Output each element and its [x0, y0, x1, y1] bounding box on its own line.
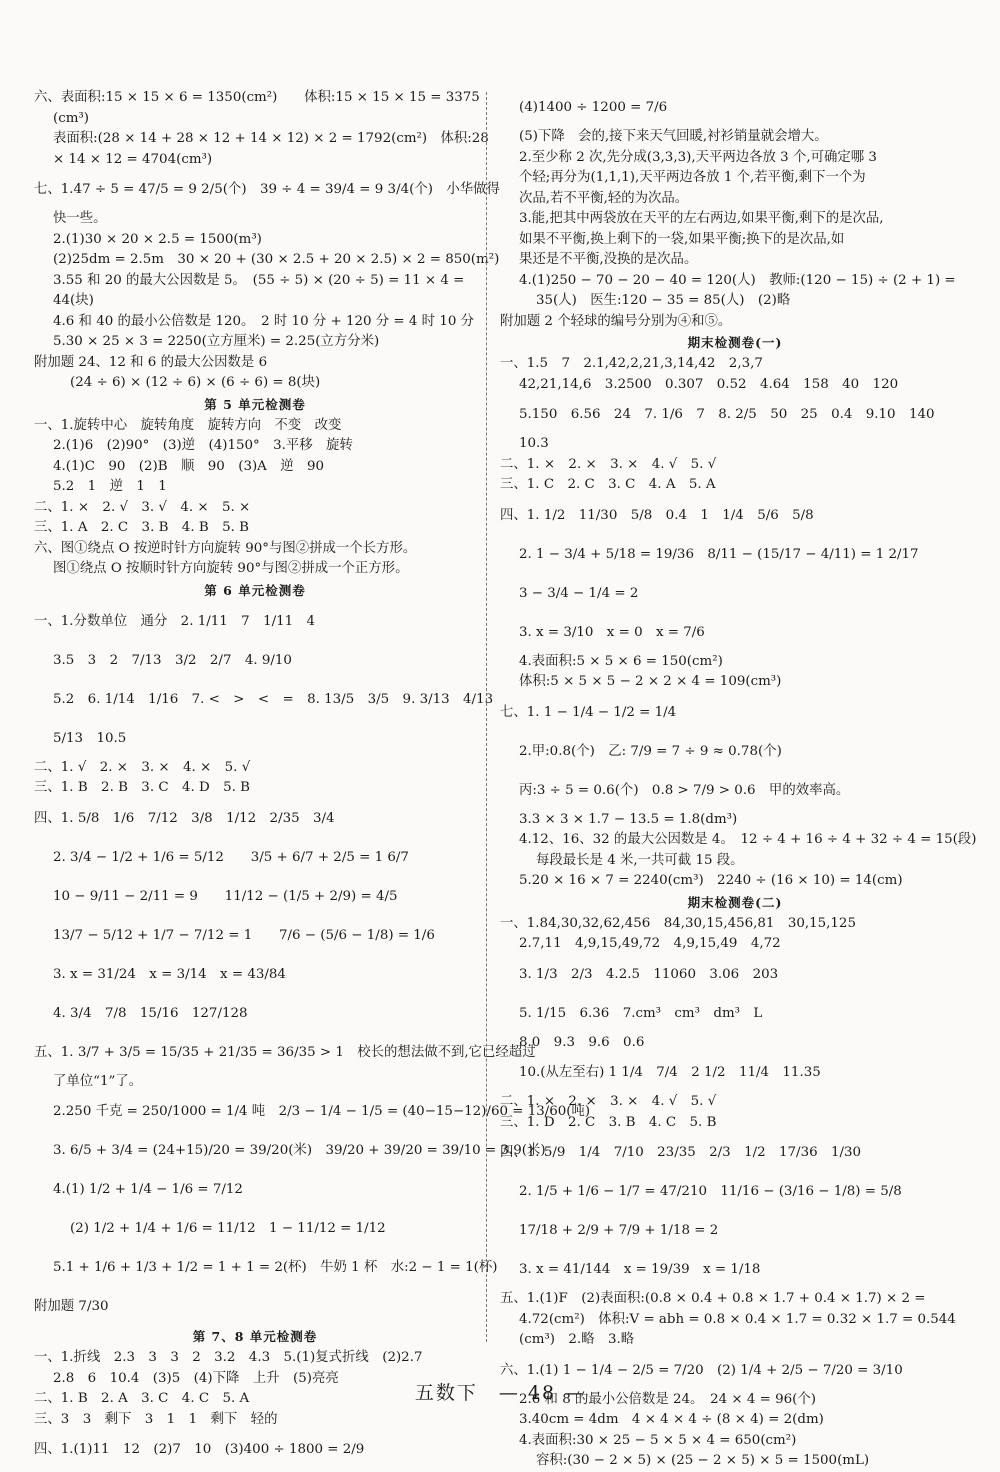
- answer-line: 六、1.(1) 1 − 1/4 − 2/5 = 7/20 (2) 1/4 + 2/5 − 7/20 = 3/10: [500, 1362, 903, 1378]
- answer-line: 3. x = 3/10 x = 0 x = 7/6: [519, 624, 705, 640]
- answer-line: 10.(从左至右) 1 1/4 7/4 2 1/2 11/4 11.35: [519, 1065, 821, 1080]
- section-heading: 期末检测卷(一): [687, 335, 783, 350]
- answer-line: 2.(1)30 × 20 × 2.5 = 1500(m³): [53, 231, 262, 247]
- answer-line: 二、1. × 2. × 3. × 4. √ 5. √: [500, 456, 717, 472]
- answer-line: 3. x = 31/24 x = 3/14 x = 43/84: [53, 966, 286, 982]
- answer-line: 2.7,11 4,9,15,49,72 4,9,15,49 4,72: [519, 936, 781, 951]
- answer-line: 4.72(cm²) 体积:V = abh = 0.8 × 0.4 × 1.7 = 0.32 × 1.7 = 0.544: [519, 1311, 956, 1327]
- answer-line: 2. 3/4 − 1/2 + 1/6 = 5/12 3/5 + 6/7 + 2/5 = 1 6/7: [53, 849, 409, 865]
- answer-line: 表面积:(28 × 14 + 28 × 12 + 14 × 12) × 2 = 1792(cm²) 体积:28: [53, 131, 489, 146]
- answer-line: 三、1. B 2. B 3. C 4. D 5. B: [34, 780, 251, 795]
- answer-line: 3 − 3/4 − 1/4 = 2: [519, 585, 639, 601]
- answer-line: 三、1. A 2. C 3. B 4. B 5. B: [34, 520, 249, 535]
- answer-line: 附加题 7/30: [34, 1299, 109, 1314]
- answer-line: 快一些。: [53, 211, 107, 226]
- answer-line: 三、3 3 剩下 3 1 1 剩下 轻的: [34, 1411, 278, 1427]
- answer-line: 个轻;再分为(1,1,1),天平两边各放 1 个,若平衡,剩下一个为: [519, 170, 866, 185]
- answer-line: 附加题 2 个轻球的编号分别为④和⑤。: [500, 313, 732, 329]
- answer-line: 5.2 6. 1/14 1/16 7. < > < = 8. 13/5 3/5 9. 3/13 4/13: [53, 691, 494, 707]
- answer-line: 四、1. 5/8 1/6 7/12 3/8 1/12 2/35 3/4: [34, 810, 335, 826]
- answer-line: 8.0 9.3 9.6 0.6: [519, 1034, 645, 1050]
- page-footer: 五数下 — 48 —: [414, 1382, 586, 1404]
- answer-line: 六、图①绕点 O 按逆时针方向旋转 90°与图②拼成一个长方形。: [34, 540, 417, 556]
- answer-line: 5.150 6.56 24 7. 1/6 7 8. 2/5 50 25 0.4 9.10 140: [519, 407, 935, 422]
- column-divider: [486, 92, 487, 1342]
- answer-line: 五、1.(1)F (2)表面积:(0.8 × 0.4 + 0.8 × 1.7 + 0.4 × 1.7) × 2 =: [500, 1291, 926, 1306]
- answer-line: 4.(1) 1/2 + 1/4 − 1/6 = 7/12: [53, 1182, 243, 1197]
- answer-line: 2.8 6 10.4 (3)5 (4)下降 上升 (5)亮亮: [53, 1370, 339, 1386]
- answer-line: 35(人) 医生:120 − 35 = 85(人) (2)略: [536, 293, 791, 308]
- answer-line: 3.55 和 20 的最大公因数是 5。 (55 ÷ 5) × (20 ÷ 5) = 11 × 4 =: [53, 272, 465, 288]
- answer-line: 10 − 9/11 − 2/11 = 9 11/12 − (1/5 + 2/9) = 4/5: [53, 888, 398, 904]
- answer-line: 丙:3 ÷ 5 = 0.6(个) 0.8 > 7/9 > 0.6 甲的效率高。: [519, 782, 850, 798]
- answer-line: 5.30 × 25 × 3 = 2250(立方厘米) = 2.25(立方分米): [53, 334, 380, 349]
- answer-line: 3. 1/3 2/3 4.2.5 11060 3.06 203: [519, 966, 779, 982]
- answer-line: 一、1.折线 2.3 3 3 2 3.2 4.3 5.(1)复式折线 (2)2.7: [34, 1350, 423, 1365]
- answer-line: 4.(1)C 90 (2)B 顺 90 (3)A 逆 90: [53, 458, 325, 474]
- answer-line: 2.250 千克 = 250/1000 = 1/4 吨 2/3 − 1/4 − 1/5 = (40−15−12)/60 = 13/60(吨): [53, 1104, 591, 1119]
- answer-line: 一、1.分数单位 通分 2. 1/11 7 1/11 4: [34, 613, 316, 629]
- answer-line: 3. x = 41/144 x = 19/39 x = 1/18: [519, 1262, 761, 1277]
- answer-line: (cm³) 2.略 3.略: [519, 1332, 635, 1347]
- answer-line: 42,21,14,6 3.2500 0.307 0.52 4.64 158 40 120: [519, 376, 899, 392]
- answer-line: 七、1. 1 − 1/4 − 1/2 = 1/4: [500, 704, 677, 720]
- answer-line: (5)下降 会的,接下来天气回暖,衬衫销量就会增大。: [519, 129, 828, 144]
- answer-line: (cm³): [53, 110, 90, 126]
- answer-line: 2. 1/5 + 1/6 − 1/7 = 47/210 11/16 − (3/16 − 1/8) = 5/8: [519, 1184, 902, 1199]
- answer-line: 了单位“1”了。: [53, 1073, 143, 1089]
- answer-line: 四、1. 1/2 11/30 5/8 0.4 1 1/4 5/6 5/8: [500, 507, 814, 523]
- answer-line: (4)1400 ÷ 1200 = 7/6: [519, 100, 668, 115]
- answer-line: 13/7 − 5/12 + 1/7 − 7/12 = 1 7/6 − (5/6 − 1/8) = 1/6: [53, 927, 435, 943]
- answer-line: 5.20 × 16 × 7 = 2240(cm³) 2240 ÷ (16 × 10) = 14(cm): [519, 873, 903, 888]
- answer-line: 3.40cm = 4dm 4 × 4 × 4 ÷ (8 × 4) = 2(dm): [519, 1412, 824, 1427]
- answer-line: 附加题 24、12 和 6 的最大公因数是 6: [34, 354, 268, 370]
- answer-line: (2)25dm = 2.5m 30 × 20 + (30 × 2.5 + 20 × 2.5) × 2 = 850(m²): [53, 252, 500, 267]
- answer-line: 一、1.5 7 2.1,42,2,21,3,14,42 2,3,7: [500, 356, 763, 371]
- answer-line: (2) 1/2 + 1/4 + 1/6 = 11/12 1 − 11/12 = 1/12: [70, 1221, 386, 1236]
- answer-line: 3.5 3 2 7/13 3/2 2/7 4. 9/10: [53, 652, 292, 668]
- answer-line: 4.(1)250 − 70 − 20 − 40 = 120(人) 教师:(120 − 15) ÷ (2 + 1) =: [519, 272, 956, 288]
- answer-line: 2.至少称 2 次,先分成(3,3,3),天平两边各放 3 个,可确定哪 3: [519, 149, 877, 165]
- answer-line: 五、1. 3/7 + 3/5 = 15/35 + 21/35 = 36/35 > 1 校长的想法做不到,它已经超过: [34, 1044, 536, 1060]
- section-heading: 第 6 单元检测卷: [204, 582, 306, 598]
- answer-line: 如果不平衡,换上剩下的一袋,如果平衡;换下的是次品,如: [519, 231, 845, 247]
- right-column: [500, 88, 977, 1472]
- answer-line: (24 ÷ 6) × (12 ÷ 6) × (6 ÷ 6) = 8(块): [70, 375, 321, 390]
- answer-line: 二、1. B 2. A 3. C 4. C 5. A: [34, 1391, 250, 1406]
- answer-line: 4.6 和 40 的最小公倍数是 120。 2 时 10 分 + 120 分 = 4 时 10 分: [53, 313, 475, 329]
- answer-line: 体积:5 × 5 × 5 − 2 × 2 × 4 = 109(cm³): [519, 674, 782, 689]
- answer-line: 3. 6/5 + 3/4 = (24+15)/20 = 39/20(米) 39/20 + 39/20 = 39/10 = 3.9(米): [53, 1143, 546, 1158]
- answer-line: 四、1. 5/9 1/4 7/10 23/35 2/3 1/2 17/36 1/30: [500, 1145, 862, 1160]
- answer-line: 5. 1/15 6.36 7.cm³ cm³ dm³ L: [519, 1005, 763, 1021]
- answer-line: 次品,若不平衡,轻的为次品。: [519, 190, 689, 206]
- answer-line: 2.(1)6 (2)90° (3)逆 (4)150° 3.平移 旋转: [53, 438, 353, 453]
- answer-line: 七、1.47 ÷ 5 = 47/5 = 9 2/5(个) 39 ÷ 4 = 39/4 = 9 3/4(个) 小华做得: [34, 182, 500, 197]
- answer-line: 44(块): [53, 293, 94, 308]
- answer-line: 二、1. × 2. √ 3. √ 4. × 5. ×: [34, 499, 251, 515]
- answer-line: 4.表面积:30 × 25 − 5 × 5 × 4 = 650(cm²): [519, 1432, 797, 1448]
- answer-line: 一、1.旋转中心 旋转角度 旋转方向 不变 改变: [34, 417, 342, 433]
- answer-line: 10.3: [519, 436, 549, 451]
- answer-line: 果还是不平衡,没换的是次品。: [519, 252, 698, 267]
- answer-line: 三、1. D 2. C 3. B 4. C 5. B: [500, 1114, 717, 1130]
- answer-line: 2.甲:0.8(个) 乙: 7/9 = 7 ÷ 9 ≈ 0.78(个): [519, 743, 782, 759]
- answer-line: 3.能,把其中两袋放在天平的左右两边,如果平衡,剩下的是次品,: [519, 211, 884, 226]
- answer-line: 六、表面积:15 × 15 × 6 = 1350(cm²) 体积:15 × 15 × 15 = 3375: [34, 90, 480, 105]
- answer-line: 4.表面积:5 × 5 × 6 = 150(cm²): [519, 653, 723, 669]
- section-heading: 期末检测卷(二): [687, 894, 783, 910]
- answer-line: 4. 3/4 7/8 15/16 127/128: [53, 1005, 248, 1021]
- answer-line: 3.3 × 3 × 1.7 − 13.5 = 1.8(dm³): [519, 811, 738, 827]
- answer-line: 5.1 + 1/6 + 1/3 + 1/2 = 1 + 1 = 2(杯) 牛奶 1 杯 水:2 − 1 = 1(杯): [53, 1260, 498, 1275]
- answer-line: 2. 1 − 3/4 + 5/18 = 19/36 8/11 − (15/17 − 4/11) = 1 2/17: [519, 546, 919, 562]
- answer-line: 图①绕点 O 按顺时针方向旋转 90°与图②拼成一个正方形。: [53, 561, 409, 576]
- answer-line: 容积:(30 − 2 × 5) × (25 − 2 × 5) × 5 = 1500(mL): [536, 1453, 870, 1468]
- answer-line: 一、1.84,30,32,62,456 84,30,15,456,81 30,15,125: [500, 915, 856, 931]
- section-heading: 第 7、8 单元检测卷: [192, 1329, 318, 1344]
- answer-line: 2.6 和 8 的最小公倍数是 24。 24 × 4 = 96(个): [519, 1391, 816, 1407]
- answer-line: 三、1. C 2. C 3. C 4. A 5. A: [500, 477, 716, 492]
- answer-line: 5/13 10.5: [53, 730, 127, 746]
- answer-line: 二、1. √ 2. × 3. × 4. × 5. √: [34, 759, 251, 775]
- answer-line: 5.2 1 逆 1 1: [53, 479, 167, 494]
- answer-line: × 14 × 12 = 4704(cm³): [53, 151, 213, 167]
- answer-line: 二、1. × 2. × 3. × 4. √ 5. √: [500, 1094, 717, 1109]
- answer-line: 每段最长是 4 米,一共可截 15 段。: [536, 852, 744, 868]
- answer-line: 17/18 + 2/9 + 7/9 + 1/18 = 2: [519, 1223, 719, 1238]
- section-heading: 第 5 单元检测卷: [204, 396, 306, 412]
- answer-line: 四、1.(1)11 12 (2)7 10 (3)400 ÷ 1800 = 2/9: [34, 1442, 365, 1457]
- answer-line: 4.12、16、32 的最大公因数是 4。 12 ÷ 4 + 16 ÷ 4 + 32 ÷ 4 = 15(段): [519, 832, 977, 847]
